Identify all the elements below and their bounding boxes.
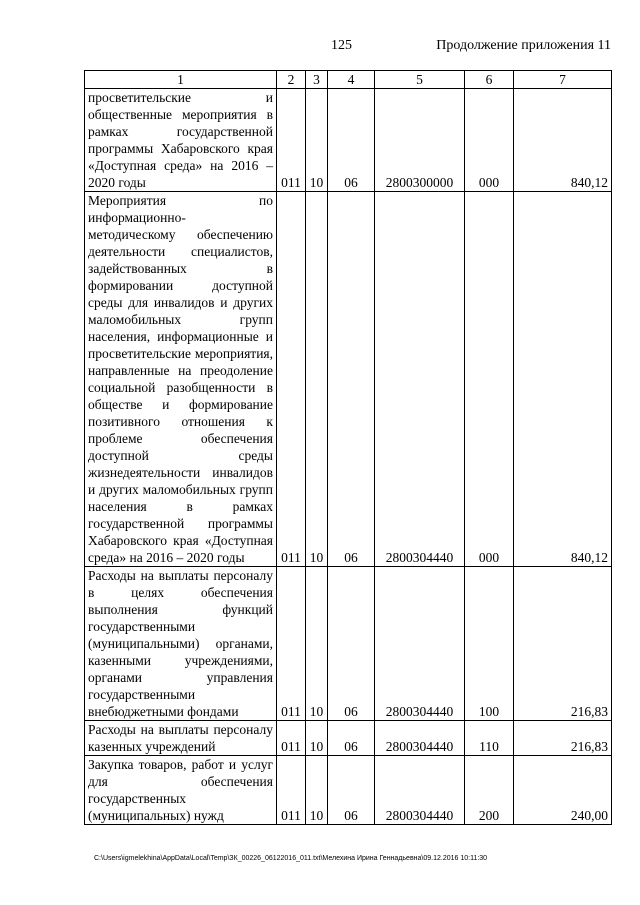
row-description: Расходы на выплаты персоналу в целях обеспечения выполнения функций государственными (муниципальными) органами, казенными учреждениями, органами управления государственными внебюджетными фондами xyxy=(85,567,277,721)
cell-col4: 06 xyxy=(328,192,375,567)
cell-col4: 06 xyxy=(328,89,375,192)
column-header: 5 xyxy=(375,71,465,89)
cell-amount: 840,12 xyxy=(514,89,612,192)
cell-col5: 2800304440 xyxy=(375,192,465,567)
cell-col3: 10 xyxy=(306,89,328,192)
cell-col6: 200 xyxy=(465,756,514,825)
cell-col4: 06 xyxy=(328,567,375,721)
continuation-label: Продолжение приложения 11 xyxy=(436,38,611,53)
row-description: Закупка товаров, работ и услуг для обеспечения государственных (муниципальных) нужд xyxy=(85,756,277,825)
cell-col5: 2800304440 xyxy=(375,567,465,721)
cell-col4: 06 xyxy=(328,721,375,756)
column-header: 4 xyxy=(328,71,375,89)
cell-col2: 011 xyxy=(277,192,306,567)
row-description: Расходы на выплаты персоналу казенных учреждений xyxy=(85,721,277,756)
table-row xyxy=(85,721,612,756)
table-row xyxy=(85,89,612,192)
column-header: 1 xyxy=(85,71,277,89)
cell-col3: 10 xyxy=(306,192,328,567)
row-description: Мероприятия по информационно-методическому обеспечению деятельности специалистов, задействованных в формировании доступной среды для инвалидов и других маломобильных групп населения, информационные и просветительские мероприятия, направленные на преодоление социальной разобщенности в обществе и формирование позитивного отношения к проблеме обеспечения доступной среды жизнедеятельности инвалидов и других маломобильных групп населения в рамках государственной программы Хабаровского края «Доступная среда» на 2016 – 2020 годы xyxy=(85,192,277,567)
cell-col3: 10 xyxy=(306,567,328,721)
cell-col5: 2800300000 xyxy=(375,89,465,192)
cell-col2: 011 xyxy=(277,89,306,192)
table-row xyxy=(85,192,612,567)
cell-col6: 000 xyxy=(465,192,514,567)
footer-path: C:\Users\igmelekhina\AppData\Local\Temp\ЗК_00226_06122016_011.txt\Мелехина Ирина Геннадьевна\09.12.2016 10:11:30 xyxy=(94,855,488,862)
cell-amount: 216,83 xyxy=(514,721,612,756)
cell-col6: 110 xyxy=(465,721,514,756)
cell-col4: 06 xyxy=(328,756,375,825)
page-number: 125 xyxy=(331,38,352,53)
cell-col2: 011 xyxy=(277,721,306,756)
cell-col6: 000 xyxy=(465,89,514,192)
cell-col6: 100 xyxy=(465,567,514,721)
column-header: 7 xyxy=(514,71,612,89)
cell-col5: 2800304440 xyxy=(375,721,465,756)
row-description: просветительские и общественные мероприятия в рамках государственной программы Хабаровского края «Доступная среда» на 2016 – 2020 годы xyxy=(85,89,277,192)
cell-amount: 840,12 xyxy=(514,192,612,567)
table-row xyxy=(85,756,612,825)
cell-amount: 240,00 xyxy=(514,756,612,825)
column-header: 2 xyxy=(277,71,306,89)
column-header: 3 xyxy=(306,71,328,89)
cell-col2: 011 xyxy=(277,756,306,825)
table-row xyxy=(85,567,612,721)
column-header: 6 xyxy=(465,71,514,89)
table-header-row xyxy=(85,71,612,89)
cell-col3: 10 xyxy=(306,756,328,825)
cell-col3: 10 xyxy=(306,721,328,756)
cell-col5: 2800304440 xyxy=(375,756,465,825)
cell-col2: 011 xyxy=(277,567,306,721)
budget-table xyxy=(84,70,612,825)
cell-amount: 216,83 xyxy=(514,567,612,721)
